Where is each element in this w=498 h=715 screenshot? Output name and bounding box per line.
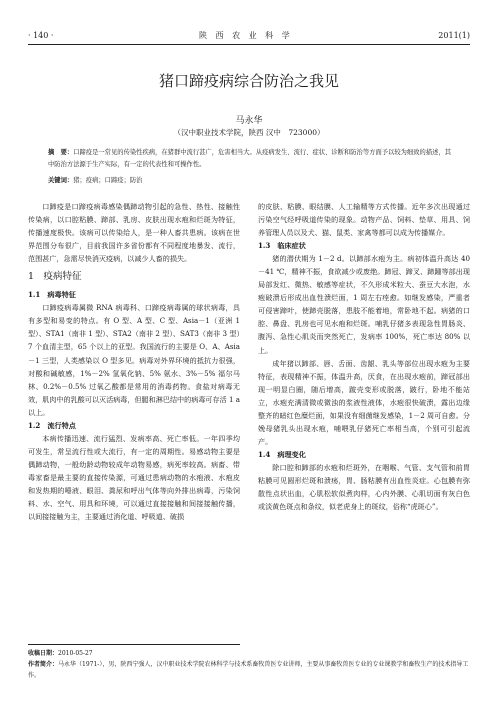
received-date xyxy=(28,648,470,659)
abstract-label: 摘 要： xyxy=(48,149,74,156)
footnote xyxy=(28,648,470,681)
article-title: 猪口蹄疫病综合防治之我见 xyxy=(158,72,339,90)
keywords-text: 猪；疫病；口蹄疫；防治 xyxy=(73,177,143,184)
footnote-rule xyxy=(28,644,240,645)
header-rule xyxy=(28,44,470,45)
keywords xyxy=(48,175,453,184)
author-name: 马永华 xyxy=(235,116,263,126)
keywords-label: 关键词： xyxy=(48,177,74,184)
issue-number: 2011(1) xyxy=(438,30,470,40)
received-label: 收稿日期： xyxy=(28,650,59,657)
received-value: 2010-05-27 xyxy=(58,650,93,657)
abstract xyxy=(48,147,453,171)
paragraph: 的皮肤、粘膜、眼结膜、人工输精等方式传播。近年多次出现通过污染空气经呼吸道传染的现象。动物产品、饲料、垫草、用具、饲养管理人员以及犬、猫、鼠类、家禽等都可以成为传播媒介。 xyxy=(258,202,470,238)
section-heading: 1.2 流行特点 xyxy=(28,420,76,430)
paragraph: 除口腔和蹄部的水疱和烂斑外，在咽喉、气管、支气管和前胃粘膜可见圆形烂斑和溃疡，胃、肠粘膜有出血性炎症。心包膜有弥散性点状出血，心肌松软似煮肉样，心内外膜、心肌切面有灰白色或淡黄色斑点和条纹，似老虎身上的斑纹，俗称“虎斑心”。 xyxy=(258,462,470,512)
bio-label: 作者简介： xyxy=(28,661,59,668)
author-bio xyxy=(28,659,470,681)
journal-name: 陕 西 农 业 科 学 xyxy=(199,30,293,40)
section-heading: 1.4 病理变化 xyxy=(258,449,306,459)
section-heading: 1.3 临床症状 xyxy=(258,241,306,251)
bio-text: 马永华（1971-），男，陕西宁强人，汉中职业技术学院农林科学与技术系畜牧兽医专业讲师，主要从事畜牧兽医专业的专业课教学和畜牧生产的技术指导工作。 xyxy=(28,661,469,679)
paragraph: 本病传播迅速、流行猛烈、发病率高、死亡率低。一年四季均可发生，常呈流行性或大流行，有一定的周期性。易感动物主要是偶蹄动物，一般幼龄动物较成年动物易感，病死率较高。病畜、带毒家畜是最主要的直接传染源，可通过患病动物的水疱液、水疱皮和发热期的唾液、眼泪、粪尿和呼出气体等向外排出病毒，污染饲料、水、空气、用具和环境，可以通过直接接触和间接接触传播，以间接接触为主，主要通过消化道、呼吸道、破损 xyxy=(28,433,240,522)
paragraph: 猪的潜伏期为 1－2 d。以蹄部水疱为主。病初体温升高达 40－41 ℃，精神不振，食欲减少或废绝。蹄冠、蹄叉、蹄踵等部出现局部发红、微热、敏感等症状，不久形成米粒大、蚕豆大水泡，水疱破溃后形成出血性溃烂面，1 周左右痊愈。如继发感染，严重者可侵害蹄叶，使蹄壳脱落，患肢不能着地，常卧地不起。病猪的口腔、鼻盘、乳房也可见水疱和烂斑。哺乳仔猪多表现急性胃肠炎、腹泻、急性心肌炎而突然死亡，发病率 100%，死亡率达 80% 以上。 xyxy=(258,254,470,355)
right-column xyxy=(258,200,470,513)
paragraph: 口蹄疫是口蹄疫病毒感染偶蹄动物引起的急性、热性、接触性传染病，以口腔粘膜、蹄部、乳房、皮肤出现水疱和烂斑为特征，传播速度极快。该病可以传染给人，是一种人畜共患病。该病在世界范围分布很广，目前我国许多省份都有不同程度地暴发、流行，范围甚广，急需尽快消灭疫病，以减少人畜的损失。 xyxy=(28,202,240,264)
abstract-text: 口蹄疫是一常见的传染性疾病，在猪群中流行甚广，危害相当大。从疫病发生、流行、症状、诊断和防治等方面予以较为细致的描述，其中防治方法源于生产实际，有一定的代表性和可操作性。 xyxy=(48,149,451,168)
author-affiliation: （汉中职业技术学院，陕西 汉中 723000） xyxy=(173,128,325,137)
paragraph: 成年猪以蹄部、唇、舌面、齿龈、乳头等部位出现水疱为主要特征，表现精神不振，体温升高，厌食，在出现水疱前，蹄冠部出现一明显白圈，随后增高，跛壳变形或脱落，跛行，卧地不能站立，水疱充满清微或微浊的浆液性液体，水疱很快破溃，露出边缘整齐的暗红色糜烂面，如果没有细菌继发感染，1－2 周可自愈。分娩母猪乳头出现水疱，哺喂乳仔猪死亡率相当高，个别可引起流产。 xyxy=(258,358,470,446)
section-heading: 1 疫病特征 xyxy=(28,271,82,283)
section-heading: 1.1 病毒特征 xyxy=(28,290,76,300)
running-header xyxy=(28,28,470,42)
left-column xyxy=(28,200,240,523)
paragraph: 口蹄疫病毒属微 RNA 病毒科、口蹄疫病毒属的球状病毒，具有多型和易变的特点。有 O 型、A 型、C 型、Asia－1（亚洲 1 型）、STA1（南非 1 型）、STA2（南非 2 型）、SAT3（南非 3 型）7 个血清主型，65 个以上的亚型。我国流行的主要是 O、A、Asia－1 三型，人类感染以 O 型多见。病毒对外界环境的抵抗力很强，对酸和碱敏感，1%－2% 氢氧化钠、5% 氨水、3%－5% 福尔马林、0.2%－0.5% 过氧乙酸都是常用的消毒药物。食盐对病毒无效，肌肉中的乳酸可以灭活病毒，但腿和淋巴结中的病毒可存活 1 a 以上。 xyxy=(28,303,240,417)
page-number: · 140 · xyxy=(28,30,54,40)
